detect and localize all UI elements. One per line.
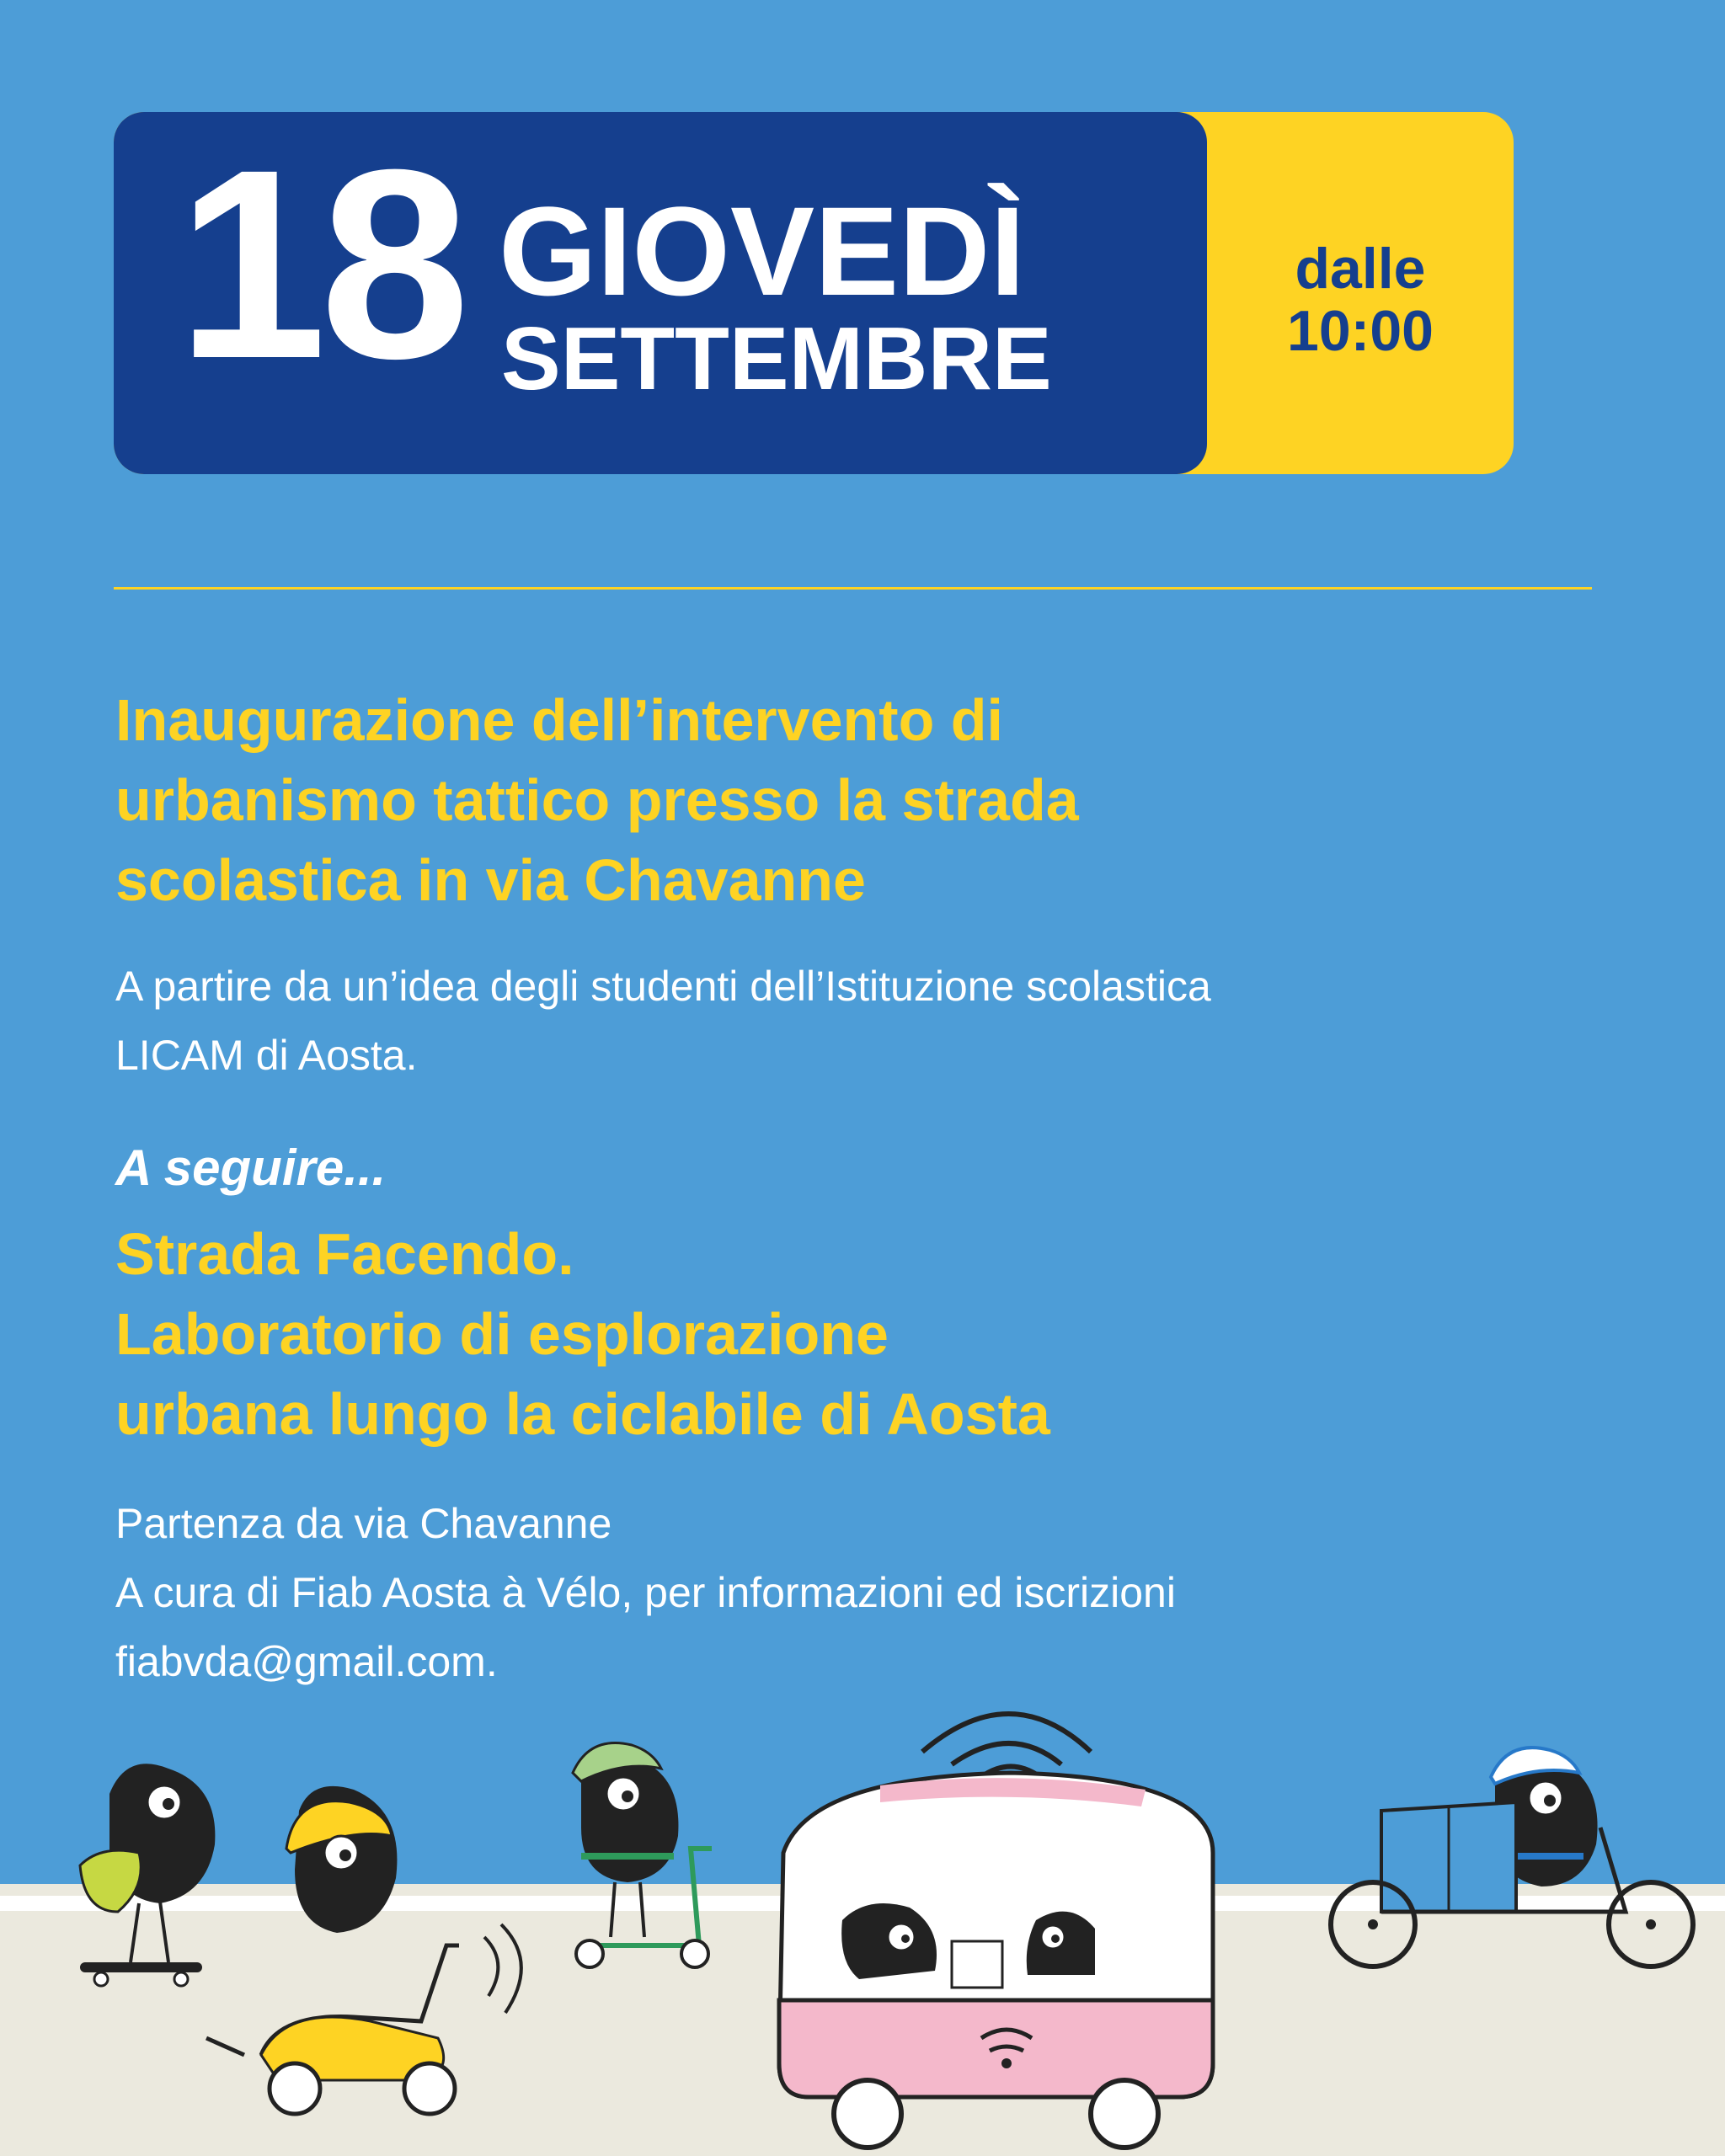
intro-text <box>115 952 1211 1090</box>
info-line: Partenza da via Chavanne <box>115 1500 612 1547</box>
info-line: fiabvda@gmail.com. <box>115 1638 498 1685</box>
info-line: A cura di Fiab Aosta à Vélo, per informazioni ed iscrizioni <box>115 1569 1176 1616</box>
lab-line: urbana lungo la ciclabile di Aosta <box>115 1381 1050 1447</box>
intro-line: A partire da un’idea degli studenti dell’Istituzione scolastica <box>115 963 1211 1010</box>
follow-label: A seguire... <box>115 1139 387 1196</box>
lab-line: Laboratorio di esplorazione <box>115 1301 889 1367</box>
start-time: 10:00 <box>1287 299 1434 363</box>
title-line: scolastica in via Chavanne <box>115 847 866 913</box>
connected-car-icon <box>779 1714 1213 2148</box>
date-panel <box>114 112 1207 474</box>
inauguration-title <box>115 680 1079 921</box>
event-date-banner <box>114 112 1514 474</box>
lab-title <box>115 1214 1050 1454</box>
lab-line: Strada Facendo. <box>115 1221 574 1287</box>
street-illustration <box>0 1684 1725 2156</box>
month: SETTEMBRE <box>501 309 1052 408</box>
day-number: 18 <box>177 113 463 414</box>
title-line: urbanismo tattico presso la strada <box>115 767 1079 833</box>
divider <box>114 587 1592 590</box>
weekday: GIOVEDÌ <box>499 180 1026 322</box>
info-text <box>115 1489 1176 1696</box>
time-prefix: dalle <box>1295 237 1426 301</box>
intro-line: LICAM di Aosta. <box>115 1032 418 1079</box>
title-line: Inaugurazione dell’intervento di <box>115 687 1003 753</box>
